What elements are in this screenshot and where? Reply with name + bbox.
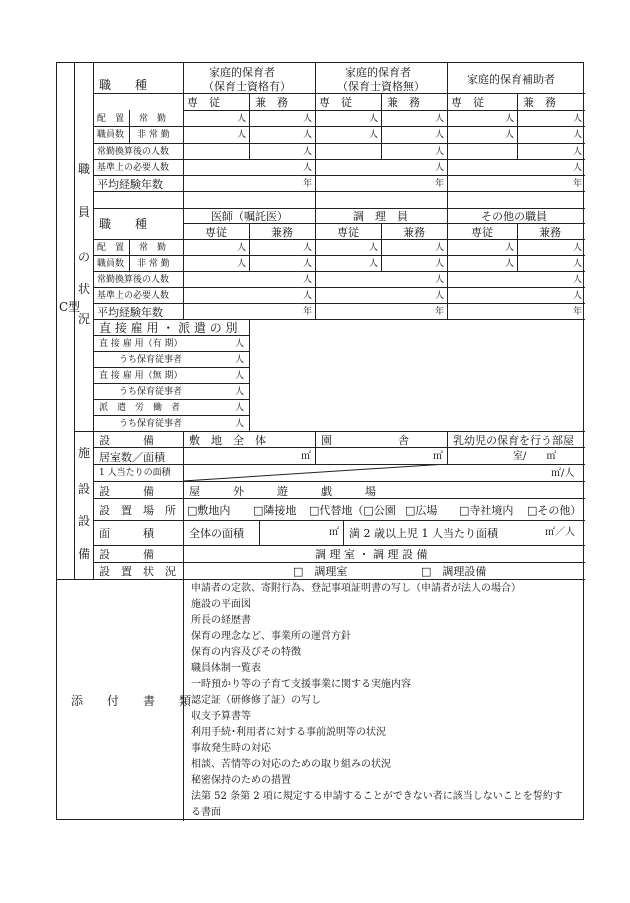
form-text: 直 接 雇 用（有 期）: [99, 339, 183, 349]
form-text: 兼務: [403, 226, 425, 239]
avg-years-label: 平均経験年数: [97, 178, 163, 191]
attachment-item: 利用手続･利用者に対する事前説明等の状況: [191, 727, 386, 738]
form-text: 非 常 勤: [137, 259, 170, 269]
table-rule: [93, 562, 585, 563]
form-text: 年: [573, 307, 583, 317]
staff-section-char: 員: [78, 205, 91, 219]
form-text: 室/ ㎡: [513, 451, 557, 462]
form-text: 乳幼児の保育を行う部屋: [453, 434, 574, 447]
form-text: 人: [573, 147, 583, 157]
table-rule: [93, 319, 585, 320]
table-rule: [93, 447, 585, 448]
table-rule: [249, 93, 250, 159]
form-text: 兼務: [539, 226, 561, 239]
attachment-item: 申請者の定款、寄附行為、登記事項証明書の写し（申請者が法人の場合）: [191, 583, 521, 594]
table-rule: [93, 545, 585, 546]
diagonal-strike: [183, 464, 447, 481]
table-rule: [517, 93, 518, 159]
form-text: 人: [235, 339, 245, 349]
form-text: 専従: [471, 226, 493, 239]
form-text: ㎡／人: [545, 527, 575, 538]
form-text: 人: [235, 419, 245, 429]
form-text: 人: [435, 130, 445, 140]
form-text: 人: [435, 275, 445, 285]
table-rule: [249, 319, 250, 431]
doctor-heading: 医師（嘱託医）: [211, 210, 288, 223]
table-rule: [93, 520, 585, 521]
form-text: 直 接 雇 用（無 期）: [99, 371, 183, 381]
facility-section-char: 設: [78, 482, 91, 496]
form-text: 人: [303, 163, 313, 173]
table-rule: [315, 431, 316, 464]
table-rule: [249, 223, 250, 271]
form-text: 専従: [337, 226, 359, 239]
attachment-item: 所長の経歴書: [191, 615, 251, 626]
table-rule: [93, 481, 585, 482]
table-rule: [343, 520, 344, 545]
attachment-item: 認定証（研修修了証）の写し: [191, 695, 321, 706]
form-text: 年: [303, 179, 313, 189]
form-text: うち保育従事者: [119, 387, 183, 397]
divider: [74, 63, 75, 579]
form-text: 屋 外 遊 戯 場: [189, 485, 376, 498]
table-rule: [517, 223, 518, 271]
form-text: 兼務: [271, 226, 293, 239]
attachments-label: 添 付 書 類: [71, 694, 192, 708]
form-text: 年: [573, 179, 583, 189]
form-text: 人: [435, 147, 445, 157]
nonregular-label: 非 常 勤: [137, 130, 170, 140]
attachment-item: 事故発生時の対応: [191, 743, 271, 754]
form-text: 人: [369, 243, 379, 253]
form-text: 居室数／面積: [99, 451, 165, 464]
form-text: ㎡: [301, 451, 311, 462]
attachment-item: 保育の内容及びその特徴: [191, 647, 301, 658]
form-text: 人: [573, 291, 583, 301]
kitchen-checkbox[interactable]: □ 調理室: [293, 565, 348, 578]
form-text: 人: [435, 163, 445, 173]
facility-section-char: 設: [78, 514, 91, 528]
converted-label: 常勤換算後の人数: [97, 147, 170, 157]
table-rule: [93, 93, 585, 94]
table-rule: [129, 110, 130, 143]
attachment-item: 職員体制一覧表: [191, 663, 261, 674]
form-text: 人: [303, 114, 313, 124]
form-text: 全体の面積: [189, 527, 244, 540]
form-text: 人: [237, 243, 247, 253]
table-rule: [183, 223, 585, 224]
staff-count-label: 職員数: [97, 130, 125, 140]
table-rule: [183, 431, 184, 579]
facility-section-char: 備: [78, 547, 91, 561]
other-staff-heading: その他の職員: [481, 210, 547, 223]
form-text: □寺社境内: [459, 504, 514, 517]
table-rule: [93, 287, 585, 288]
form-text: 人: [235, 403, 245, 413]
attachment-item: 一時預かり等の子育て支援事業に関する実施内容: [191, 679, 411, 690]
form-text: 人: [369, 130, 379, 140]
form-text: □代替地（□公園: [309, 504, 396, 517]
form-text: 人: [235, 371, 245, 381]
table-rule: [93, 271, 585, 272]
form-text: 1 人当たりの面積: [99, 468, 171, 478]
form-text: 設 置 場 所: [99, 504, 176, 517]
attachment-item: 法第 52 条第 2 項に規定する申請することができない者に該当しないことを誓約す: [191, 791, 563, 802]
form-text: 人: [435, 114, 445, 124]
form-text: 満 2 歳以上児 1 人当たり面積: [349, 527, 498, 540]
form-text: 人: [303, 243, 313, 253]
table-rule: [93, 303, 585, 304]
form-text: 人: [237, 130, 247, 140]
attachment-item: 秘密保持のための措置: [191, 775, 291, 786]
form-text: ㎡: [329, 527, 339, 538]
fulltime-heading: 専 従: [451, 96, 484, 109]
table-rule: [93, 175, 585, 176]
required-label: 基準上の必要人数: [97, 163, 170, 173]
form-text: 面 積: [99, 527, 154, 540]
form-text: 人: [303, 291, 313, 301]
form-text: 人: [435, 259, 445, 269]
placement-label: 配 置: [97, 114, 125, 124]
form-text: 人: [573, 275, 583, 285]
table-rule: [183, 63, 184, 208]
table-rule: [93, 255, 585, 256]
table-rule: [93, 143, 585, 144]
form-text: 人: [303, 130, 313, 140]
table-rule: [93, 208, 585, 209]
form-text: 人: [573, 243, 583, 253]
form-text: 人: [505, 114, 515, 124]
form-text: 設 置 状 況: [99, 565, 176, 578]
staff-section-char: 職: [78, 162, 91, 176]
form-text: 人: [237, 114, 247, 124]
form-text: □敷地内: [187, 504, 231, 517]
form-text: 年: [435, 179, 445, 189]
attachment-item: 施設の平面図: [191, 599, 251, 610]
form-text: 年: [435, 307, 445, 317]
table-rule: [93, 239, 585, 240]
form-text: 職員数: [97, 259, 125, 269]
fulltime-heading: 専 従: [319, 96, 352, 109]
form-text: 人: [505, 130, 515, 140]
table-rule: [93, 399, 249, 400]
attachment-item: 収支予算書等: [191, 711, 251, 722]
parttime-heading: 兼 務: [387, 96, 420, 109]
regular-label: 常 勤: [139, 114, 167, 124]
table-rule: [315, 208, 316, 319]
form-text: 平均経験年数: [97, 306, 163, 319]
staff-section-char: 状: [78, 282, 91, 296]
caregiver-qualified-sub: （保育士資格有）: [203, 80, 291, 93]
parttime-heading: 兼 務: [523, 96, 556, 109]
cook-heading: 調 理 員: [353, 210, 408, 223]
form-text: 年: [303, 307, 313, 317]
assistant-heading: 家庭的保育補助者: [467, 73, 555, 86]
divider: [93, 63, 94, 579]
table-rule: [259, 520, 260, 545]
form-text: 派 遣 労 働 者: [99, 403, 181, 413]
kitchen-facility-checkbox[interactable]: □ 調理設備: [421, 565, 487, 578]
attachment-item: 保育の理念など、事業所の運営方針: [191, 631, 351, 642]
caregiver-unqualified: 家庭的保育者: [345, 66, 411, 79]
form-text: 人: [505, 259, 515, 269]
divider: [74, 431, 585, 432]
form-text: □その他）: [527, 504, 582, 517]
form-text: 人: [237, 259, 247, 269]
form-text: うち保育従事者: [119, 355, 183, 365]
table-rule: [381, 93, 382, 159]
table-rule: [381, 223, 382, 271]
form-text: うち保育従事者: [119, 419, 183, 429]
table-rule: [93, 126, 585, 127]
table-rule: [183, 208, 184, 319]
fulltime-heading: 専 従: [187, 96, 220, 109]
form-text: 人: [573, 114, 583, 124]
parttime-heading: 兼 務: [255, 96, 288, 109]
job-label: 職 種: [99, 217, 148, 231]
attachment-item: る書面: [191, 807, 221, 818]
form-text: 調 理 室 ・ 調 理 設 備: [315, 548, 428, 561]
form-text: 基準上の必要人数: [97, 291, 170, 301]
table-rule: [93, 367, 249, 368]
staff-section-char: 況: [78, 312, 91, 326]
table-rule: [183, 110, 585, 111]
form-text: 人: [505, 243, 515, 253]
table-rule: [93, 191, 585, 192]
application-form: [56, 62, 584, 820]
form-text: 人: [435, 243, 445, 253]
table-rule: [129, 239, 130, 271]
attachment-item: 相談、苦情等の対応のための取り組みの状況: [191, 759, 391, 770]
form-text: 人: [573, 130, 583, 140]
form-text: 人: [435, 291, 445, 301]
form-text: 設 備: [99, 434, 154, 447]
form-text: □隣接地: [253, 504, 297, 517]
form-text: 人: [573, 259, 583, 269]
form-text: 配 置: [97, 243, 125, 253]
form-text: 設 備: [99, 548, 154, 561]
form-text: 敷 地 全 体: [189, 434, 266, 447]
form-text: 専従: [205, 226, 227, 239]
table-rule: [93, 159, 585, 160]
table-rule: [93, 335, 249, 336]
job-label: 職 種: [99, 78, 148, 92]
staff-section-char: の: [78, 250, 91, 264]
form-text: 人: [303, 259, 313, 269]
form-text: 常勤換算後の人数: [97, 275, 170, 285]
employment-title: 直 接 雇 用 ・ 派 遣 の 別: [99, 321, 238, 335]
table-rule: [447, 431, 448, 464]
form-text: 園 舎: [321, 434, 409, 447]
form-text: 人: [573, 163, 583, 173]
table-rule: [93, 498, 585, 499]
form-text: 設 備: [99, 485, 154, 498]
form-text: 人: [303, 275, 313, 285]
table-rule: [447, 208, 448, 319]
form-text: ㎡/人: [551, 468, 575, 479]
divider: [57, 579, 585, 580]
form-text: 人: [369, 259, 379, 269]
form-text: 人: [369, 114, 379, 124]
table-rule: [93, 415, 249, 416]
form-text: 人: [303, 147, 313, 157]
table-rule: [93, 351, 249, 352]
table-rule: [93, 383, 249, 384]
side-label: C型: [59, 300, 81, 314]
caregiver-qualified: 家庭的保育者: [209, 66, 275, 79]
form-text: □広場: [405, 504, 438, 517]
table-rule: [447, 63, 448, 208]
form-text: 人: [235, 387, 245, 397]
facility-section-char: 施: [78, 446, 91, 460]
form-text: 常 勤: [139, 243, 167, 253]
form-text: 人: [235, 355, 245, 365]
caregiver-unqualified-sub: （保育士資格無）: [337, 80, 425, 93]
form-text: ㎡: [433, 451, 443, 462]
table-rule: [315, 63, 316, 208]
